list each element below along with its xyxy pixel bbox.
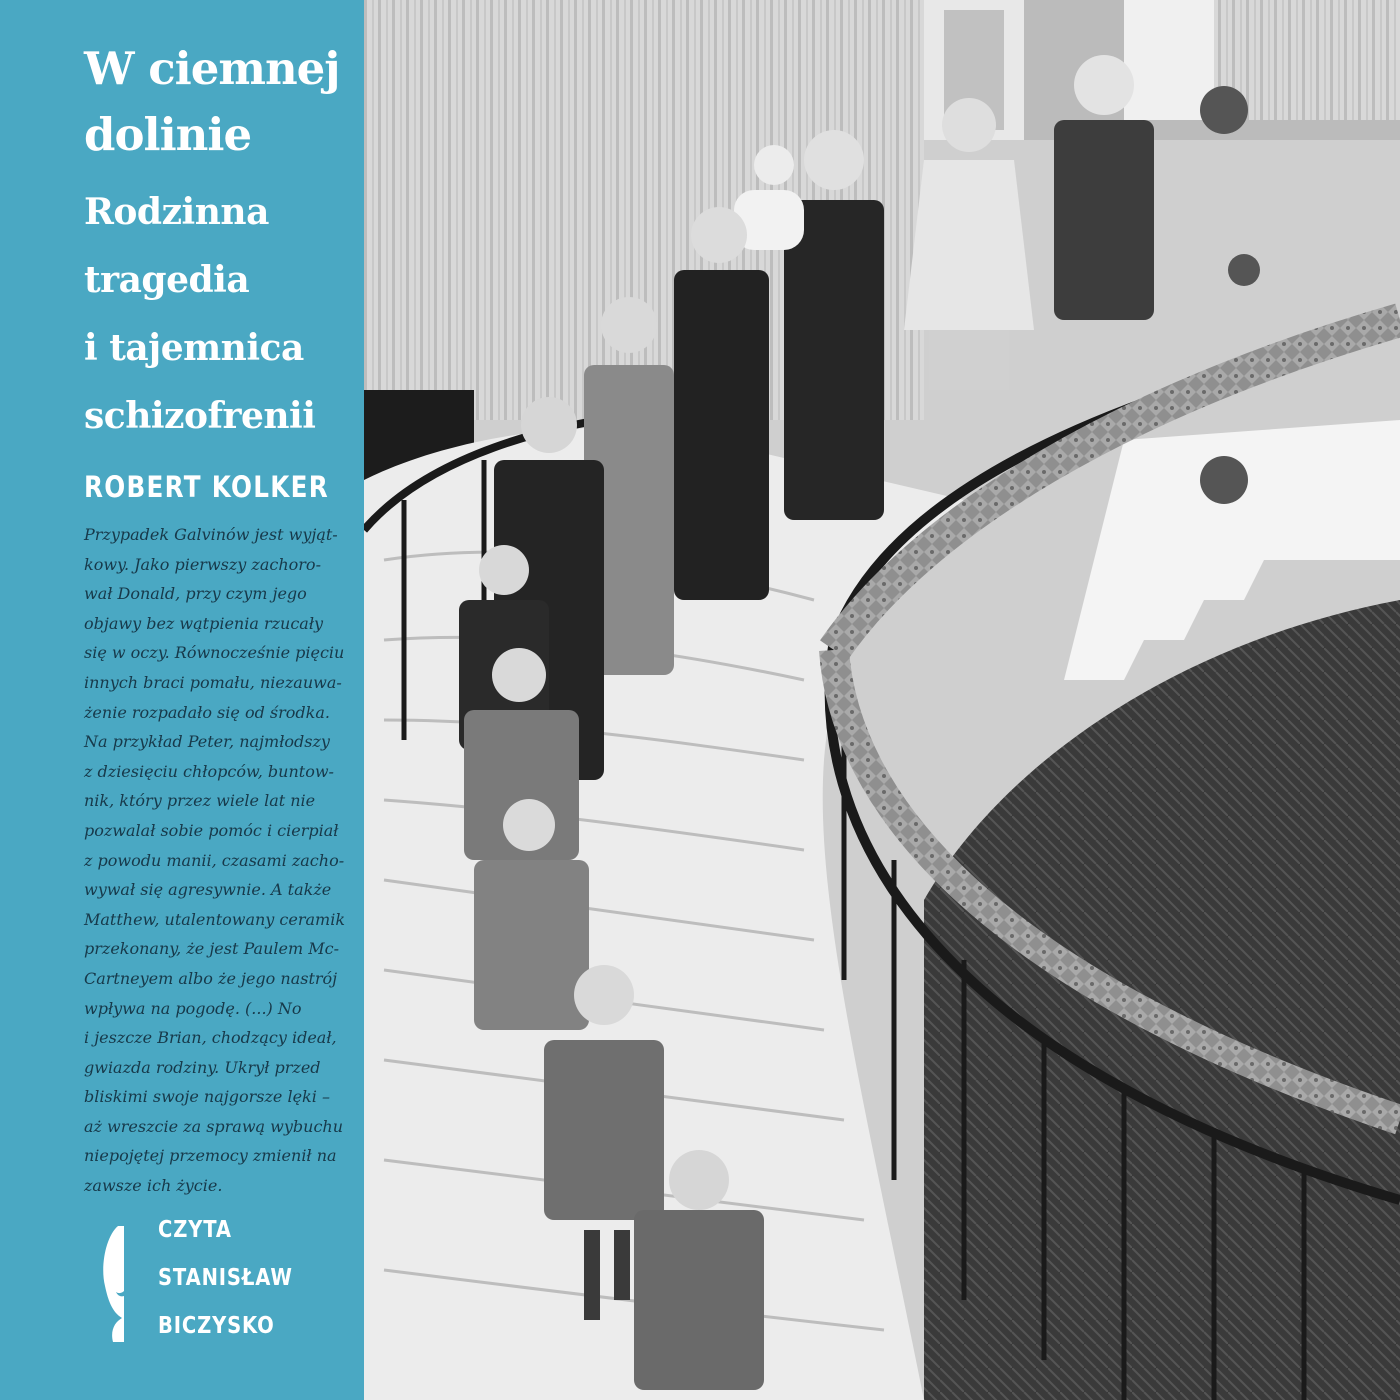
blurb-line: aż wreszcie za sprawą wybuchu bbox=[84, 1116, 344, 1136]
title-line: W ciemnej bbox=[84, 42, 340, 95]
narrator-line: CZYTA bbox=[158, 1217, 232, 1243]
blurb-text bbox=[84, 520, 364, 1201]
blurb-line: z powodu manii, czasami zacho- bbox=[84, 850, 345, 870]
blurb-line: niepojętej przemocy zmienił na bbox=[84, 1146, 337, 1166]
blurb-line: Matthew, utalentowany ceramik bbox=[84, 909, 346, 929]
subtitle-line: i tajemnica bbox=[84, 327, 304, 369]
family-staircase-photo bbox=[364, 0, 1400, 1400]
narrator-credit bbox=[158, 1206, 317, 1350]
blurb-line: gwiazda rodziny. Ukrył przed bbox=[84, 1057, 321, 1077]
blurb-line: pozwalał sobie pomóc i cierpiał bbox=[84, 820, 339, 840]
blurb-line: wał Donald, przy czym jego bbox=[84, 584, 307, 604]
blurb-line: Na przykład Peter, najmłodszy bbox=[84, 732, 330, 752]
blurb-line: kowy. Jako pierwszy zachoro- bbox=[84, 554, 321, 574]
subtitle-line: Rodzinna bbox=[84, 191, 269, 233]
subtitle-line: schizofrenii bbox=[84, 395, 316, 437]
blurb-line: objawy bez wątpienia rzucały bbox=[84, 613, 324, 633]
blurb-line: Cartneyem albo że jego nastrój bbox=[84, 968, 338, 988]
blurb-line: innych braci pomału, niezauwa- bbox=[84, 672, 342, 692]
blurb-line: żenie rozpadało się od środka. bbox=[84, 702, 330, 722]
info-panel bbox=[0, 0, 364, 1400]
crescent-face-logo-icon bbox=[102, 1226, 124, 1342]
subtitle-line: tragedia bbox=[84, 259, 250, 301]
blurb-line: bliskimi swoje najgorsze lęki – bbox=[84, 1087, 330, 1107]
book-subtitle bbox=[84, 178, 315, 450]
blurb-line: wywał się agresywnie. A także bbox=[84, 880, 332, 900]
blurb-line: nik, który przez wiele lat nie bbox=[84, 791, 316, 811]
blurb-line: Przypadek Galvinów jest wyjąt- bbox=[84, 525, 338, 544]
blurb-line: z dziesięciu chłopców, buntow- bbox=[84, 761, 334, 781]
title-line: dolinie bbox=[84, 108, 252, 161]
book-title bbox=[84, 36, 340, 168]
photo-illustration bbox=[364, 0, 1400, 1400]
blurb-line: zawsze ich życie. bbox=[84, 1176, 223, 1196]
blurb-line: się w oczy. Równocześnie pięciu bbox=[84, 643, 345, 663]
blurb-line: wpływa na pogodę. (...) No bbox=[84, 998, 302, 1018]
narrator-line: STANISŁAW bbox=[158, 1265, 293, 1291]
author-name: ROBERT KOLKER bbox=[84, 470, 329, 504]
blurb-line: i jeszcze Brian, chodzący ideał, bbox=[84, 1028, 337, 1048]
blurb-line: przekonany, że jest Paulem Mc- bbox=[84, 939, 339, 959]
narrator-line: BICZYSKO bbox=[158, 1313, 275, 1339]
